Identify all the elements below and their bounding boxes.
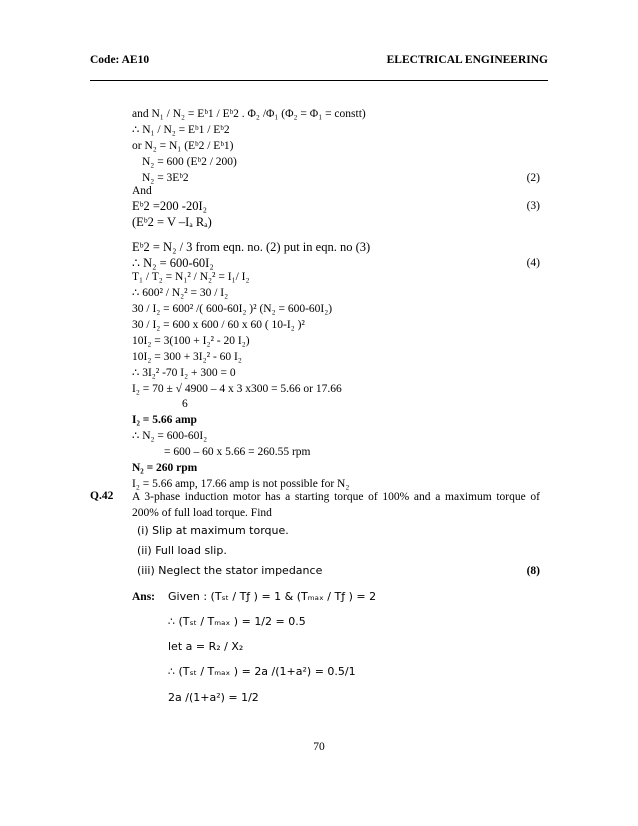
- eqn-number-2: (2): [526, 172, 540, 184]
- answer-line-4: ∴ (Tₛₜ / Tₘₐₓ ) = 2a /(1+a²) = 0.5/1: [168, 665, 356, 678]
- line-10: ∴ N₂ = 600-60I₂: [132, 256, 214, 270]
- header-subject: ELECTRICAL ENGINEERING: [386, 54, 548, 66]
- question-part-2: (ii) Full load slip.: [137, 544, 227, 557]
- header-rule: [90, 80, 548, 81]
- eqn-number-3: (3): [526, 200, 540, 212]
- question-number: Q.42: [90, 490, 114, 502]
- question-marks: (8): [526, 565, 540, 577]
- line-1: and N₁ / N₂ = Eᵇ1 / Eᵇ2 . Φ₂ /Φ₁ (Φ₂ = Φ₁ = constt): [132, 108, 366, 120]
- page-header: [90, 54, 548, 68]
- page-number: 70: [313, 741, 325, 753]
- line-17: ∴ 3I₂² -70 I₂ + 300 = 0: [132, 367, 236, 379]
- line-21: ∴ N₂ = 600-60I₂: [132, 430, 208, 442]
- answer-line-5: 2a /(1+a²) = 1/2: [168, 691, 259, 704]
- header-code: Code: AE10: [90, 54, 150, 66]
- line-8: (Eᵇ2 = V –Iₐ Rₐ): [132, 215, 212, 229]
- question-part-3: (iii) Neglect the stator impedance: [137, 564, 323, 577]
- line-15: 10I₂ = 3(100 + I₂² - 20 I₂): [132, 335, 250, 347]
- line-6: And: [132, 185, 152, 197]
- line-2: ∴ N₁ / N₂ = Eᵇ1 / Eᵇ2: [132, 124, 230, 136]
- line-23: N₂ = 260 rpm: [132, 462, 198, 474]
- line-24: I₂ = 5.66 amp, 17.66 amp is not possible for N₂: [132, 478, 350, 490]
- line-7: Eᵇ2 =200 -20I₂: [132, 199, 207, 213]
- line-22: = 600 – 60 x 5.66 = 260.55 rpm: [164, 446, 311, 458]
- line-18: I₂ = 70 ± √ 4900 – 4 x 3 x300 = 5.66 or 17.66: [132, 383, 342, 395]
- line-14: 30 / I₂ = 600 x 600 / 60 x 60 ( 10-I₂ )²: [132, 319, 305, 331]
- line-12: ∴ 600² / N₂² = 30 / I₂: [132, 287, 229, 299]
- line-19-denominator: 6: [182, 398, 188, 410]
- line-5: N₂ = 3Eᵇ2: [142, 172, 189, 184]
- line-11: T₁ / T₂ = N₁² / N₂² = I₁/ I₂: [132, 271, 250, 283]
- eqn-number-4: (4): [526, 257, 540, 269]
- answer-line-3: let a = R₂ / X₂: [168, 640, 244, 653]
- question-part-1: (i) Slip at maximum torque.: [137, 524, 289, 537]
- line-9: Eᵇ2 = N₂ / 3 from eqn. no. (2) put in eqn. no (3): [132, 240, 371, 254]
- line-13: 30 / I₂ = 600² /( 600-60I₂ )² (N₂ = 600-60I₂): [132, 303, 333, 315]
- answer-line-1: Given : (Tₛₜ / Tƒ ) = 1 & (Tₘₐₓ / Tƒ ) = 2: [168, 590, 377, 603]
- line-3: or N₂ = N₁ (Eᵇ2 / Eᵇ1): [132, 140, 234, 152]
- line-16: 10I₂ = 300 + 3I₂² - 60 I₂: [132, 351, 242, 363]
- answer-line-2: ∴ (Tₛₜ / Tₘₐₓ ) = 1/2 = 0.5: [168, 615, 306, 628]
- line-4: N₂ = 600 (Eᵇ2 / 200): [142, 156, 237, 168]
- line-20: I₂ = 5.66 amp: [132, 414, 197, 426]
- question-text: A 3-phase induction motor has a starting torque of 100% and a maximum torque of 200% of full load torque. Find: [132, 491, 540, 519]
- answer-label: Ans:: [132, 591, 156, 603]
